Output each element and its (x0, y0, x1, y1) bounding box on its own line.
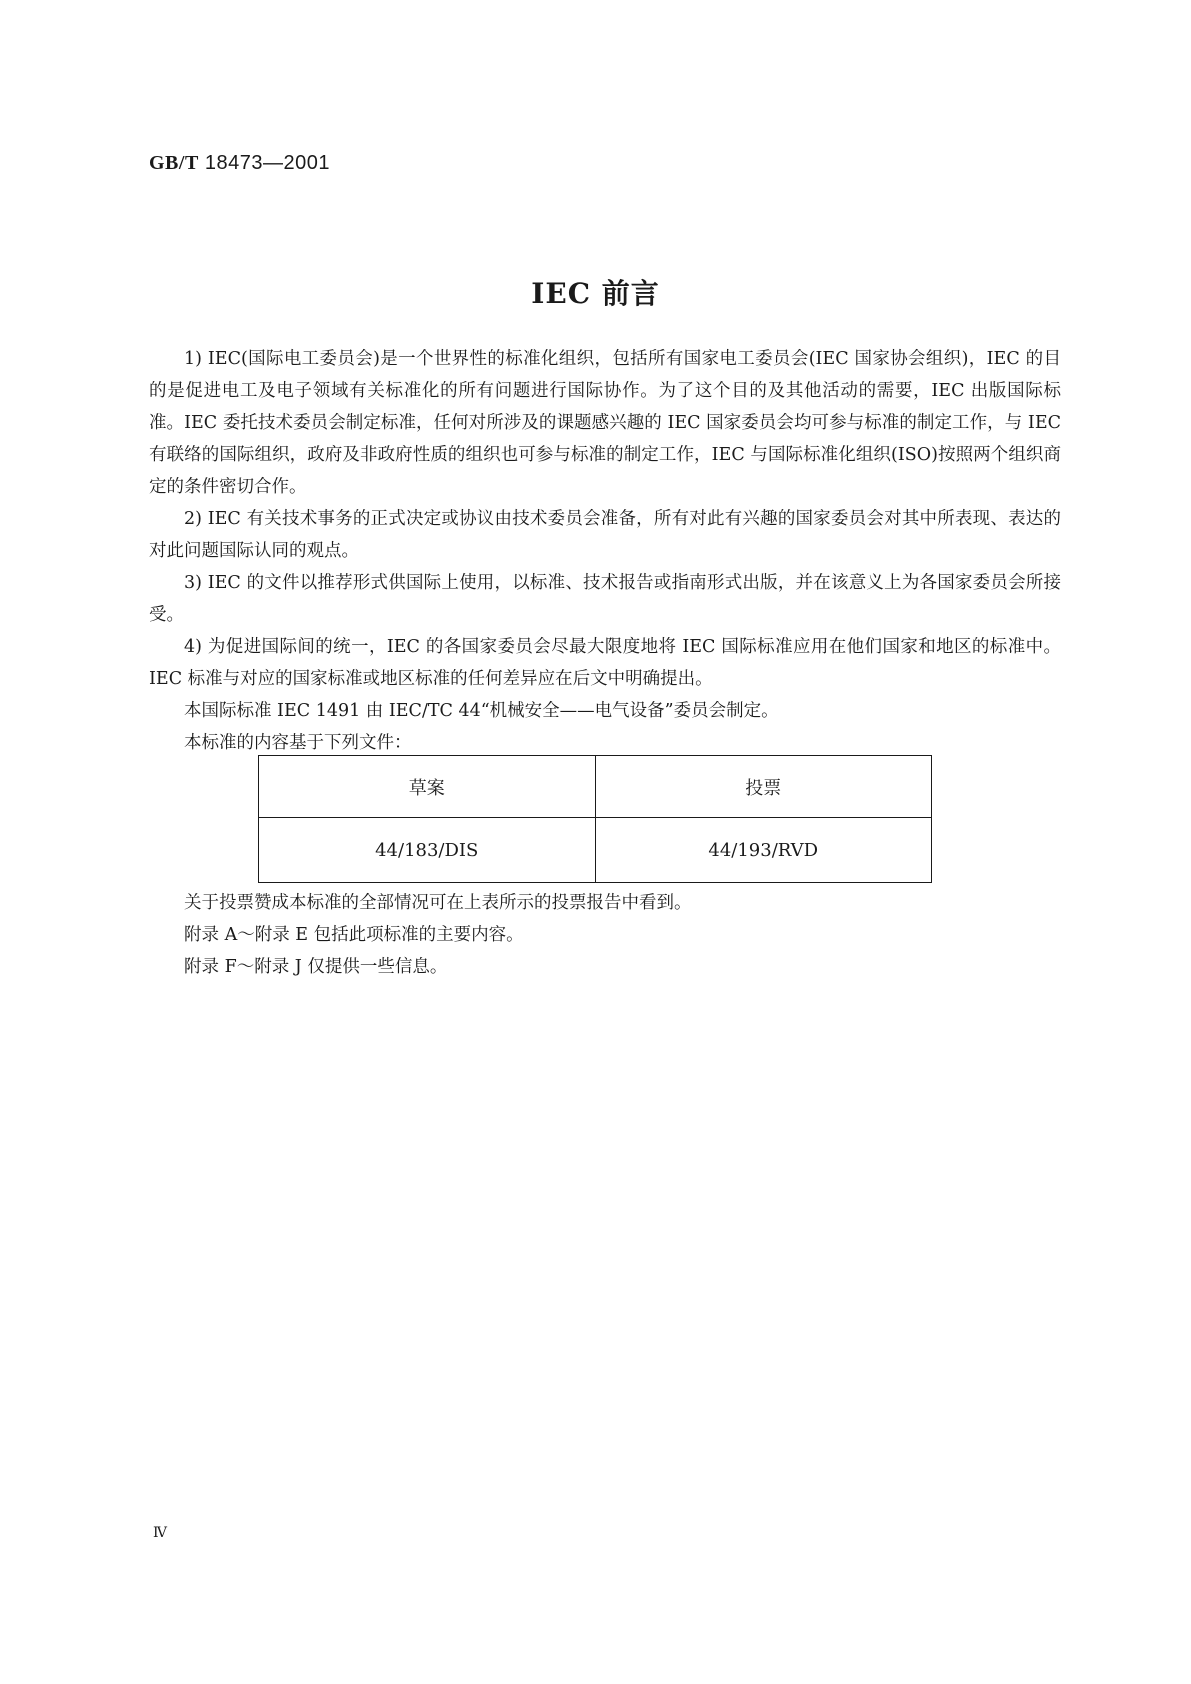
page-title: IEC 前言 (531, 277, 660, 310)
paragraph-3: 3) IEC 的文件以推荐形式供国际上使用，以标准、技术报告或指南形式出版，并在该意义上为各国家委员会所接受。 (149, 573, 1061, 625)
basis-note: 本标准的内容基于下列文件： (184, 733, 412, 753)
document-code (149, 152, 330, 175)
table-row (259, 818, 932, 883)
table-header-row (259, 756, 932, 818)
standard-note: 本国际标准 IEC 1491 由 IEC/TC 44“机械安全——电气设备”委员会制定。 (184, 701, 779, 721)
paragraph-4: 4) 为促进国际间的统一，IEC 的各国家委员会尽最大限度地将 IEC 国际标准应用在他们国家和地区的标准中。IEC 标准与对应的国家标准或地区标准的任何差异应在后文中明确提出。 (149, 637, 1061, 689)
after-table-notes (149, 887, 1061, 983)
vote-report-note: 关于投票赞成本标准的全部情况可在上表所示的投票报告中看到。 (184, 893, 692, 913)
annex-main-note: 附录 A～附录 E 包括此项标准的主要内容。 (184, 925, 524, 945)
table-cell-vote: 44/193/RVD (595, 818, 932, 883)
document-code-number: 18473—2001 (204, 152, 330, 174)
document-table (258, 755, 932, 883)
paragraph-2: 2) IEC 有关技术事务的正式决定或协议由技术委员会准备，所有对此有兴趣的国家委员会对其中所表现、表达的对此问题国际认同的观点。 (149, 509, 1061, 561)
annex-info-note: 附录 F～附录 J 仅提供一些信息。 (184, 957, 448, 977)
page-number: Ⅳ (153, 1526, 167, 1541)
document-code-prefix: GB/T (149, 152, 199, 174)
main-body (149, 343, 1061, 759)
table-header-draft: 草案 (259, 756, 596, 818)
table-cell-draft: 44/183/DIS (259, 818, 596, 883)
table-header-vote: 投票 (595, 756, 932, 818)
paragraph-1: 1) IEC(国际电工委员会)是一个世界性的标准化组织，包括所有国家电工委员会(IEC 国家协会组织)，IEC 的目的是促进电工及电子领域有关标准化的所有问题进行国际协作。为了这个目的及其他活动的需要，IEC 出版国际标准。IEC 委托技术委员会制定标准，任何对所涉及的课题感兴趣的 IEC 国家委员会均可参与标准的制定工作，与 IEC 有联络的国际组织，政府及非政府性质的组织也可参与标准的制定工作，IEC 与国际标准化组织(ISO)按照两个组织商定的条件密切合作。 (149, 349, 1061, 497)
